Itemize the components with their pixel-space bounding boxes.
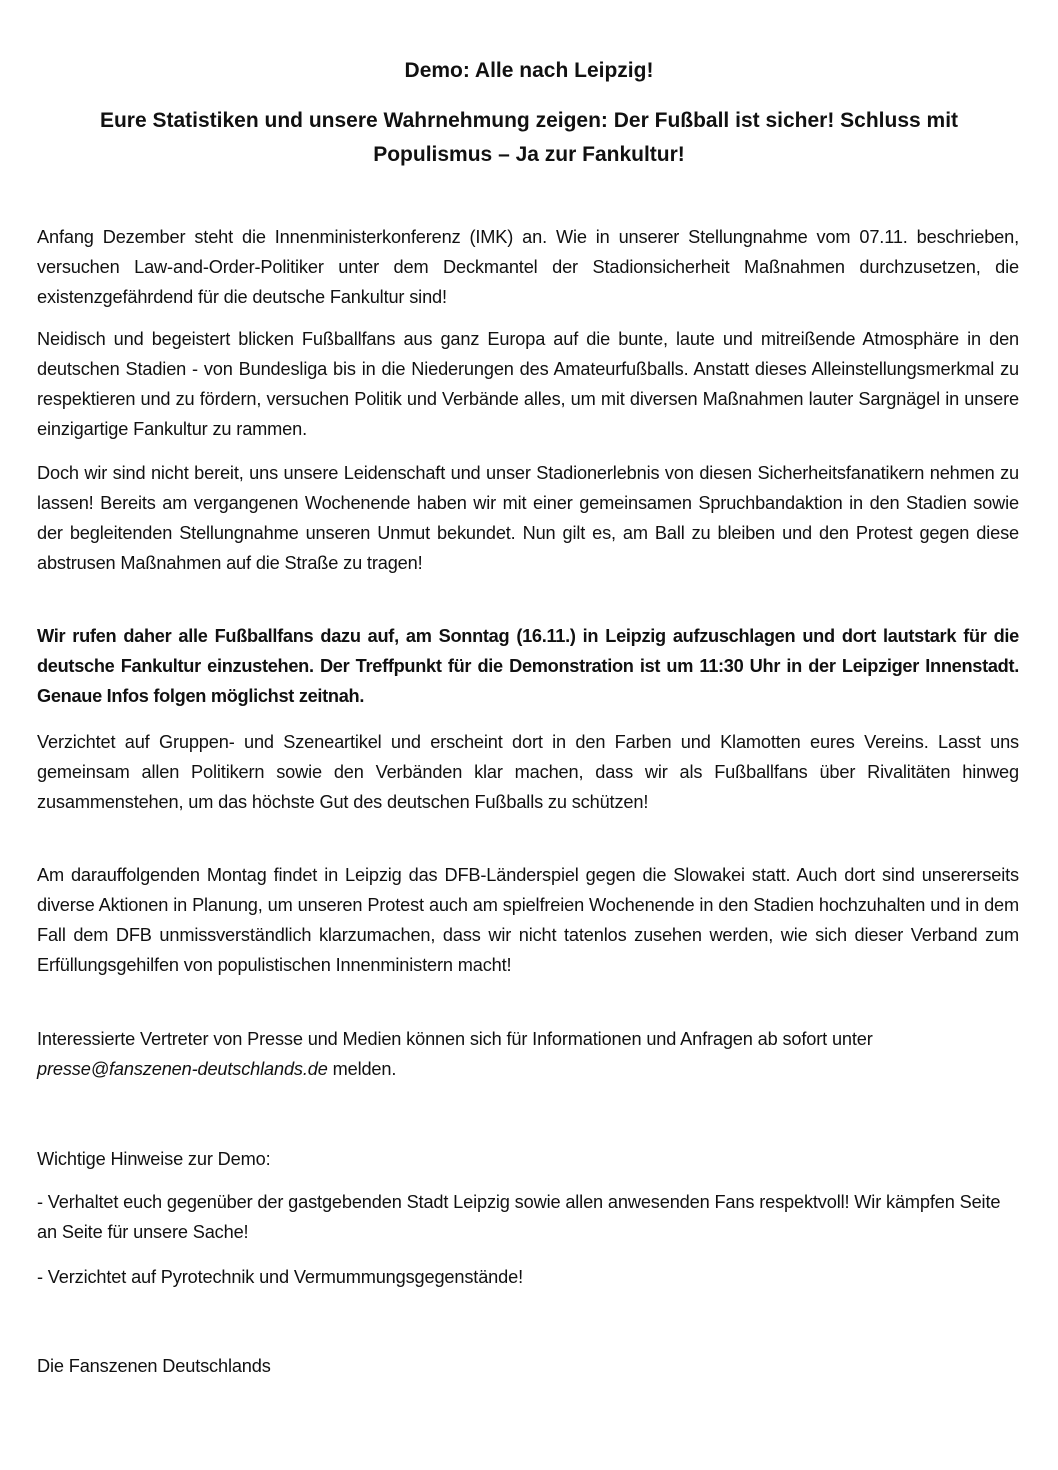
paragraph-protest: Doch wir sind nicht bereit, uns unsere Leidenschaft und unser Stadionerlebnis von diesen Sicherheitsfanatikern nehmen zu lassen! Bereits am vergangenen Wochenende haben wir mit einer gemeinsamen Spruchbandaktion in den Stadien sowie der begleitenden Stellungnahme unseren Unmut bekundet. Nun gilt es, am Ball zu bleiben und den Protest gegen diese abstrusen Maßnahmen auf die Straße zu tragen!	[37, 463, 1019, 573]
press-email-link[interactable]: presse@fanszenen-deutschlands.de	[37, 1059, 328, 1079]
paragraph-dfb-match: Am darauffolgenden Montag findet in Leipzig das DFB-Länderspiel gegen die Slowakei statt. Auch dort sind unsererseits diverse Aktionen in Planung, um unseren Protest auch am spielfreien Wochenende in den Stadien hochzuhalten und in dem Fall dem DFB unmissverständlich klarzumachen, dass wir nicht tatenlos zusehen werden, wie sich dieser Verband zum Erfüllungsgehilfen von populistischen Innenministern macht!	[37, 865, 1019, 975]
paragraph-atmosphere: Neidisch und begeistert blicken Fußballfans aus ganz Europa auf die bunte, laute und mitreißende Atmosphäre in den deutschen Stadien - von Bundesliga bis in die Niederungen des Amateurfußballs. Anstatt dieses Alleinstellungsmerkmal zu respektieren und zu fördern, versuchen Politik und Verbände alles, um mit diversen Maßnahmen lauter Sargnägel in unsere einzigartige Fankultur zu rammen.	[37, 329, 1019, 439]
paragraph-colors: Verzichtet auf Gruppen- und Szeneartikel und erscheint dort in den Farben und Klamotten eures Vereins. Lasst uns gemeinsam allen Politikern sowie den Verbänden klar machen, dass wir als Fußballfans über Rivalitäten hinweg zusammenstehen, um das höchste Gut des deutschen Fußballs zu schützen!	[37, 732, 1019, 812]
notes-heading: Wichtige Hinweise zur Demo:	[37, 1149, 271, 1169]
press-prefix: Interessierte Vertreter von Presse und Medien können sich für Informationen und Anfragen ab sofort unter	[37, 1029, 873, 1049]
document-subtitle: Eure Statistiken und unsere Wahrnehmung zeigen: Der Fußball ist sicher! Schluss mit Populismus – Ja zur Fankultur!	[99, 109, 959, 166]
document-title: Demo: Alle nach Leipzig!	[404, 59, 654, 82]
paragraph-call-to-action: Wir rufen daher alle Fußballfans dazu auf, am Sonntag (16.11.) in Leipzig aufzuschlagen und dort lautstark für die deutsche Fankultur einzustehen. Der Treffpunkt für die Demonstration ist um 11:30 Uhr in der Leipziger Innenstadt. Genaue Infos folgen möglichst zeitnah.	[37, 626, 1019, 706]
press-suffix: melden.	[327, 1059, 397, 1079]
paragraph-press-contact	[37, 1024, 1019, 1084]
paragraph-imk: Anfang Dezember steht die Innenministerkonferenz (IMK) an. Wie in unserer Stellungnahme vom 07.11. beschrieben, versuchen Law-and-Order-Politiker unter dem Deckmantel der Stadionsicherheit Maßnahmen durchzusetzen, die existenzgefährdend für die deutsche Fankultur sind!	[37, 227, 1019, 307]
notes-item-respect: - Verhaltet euch gegenüber der gastgebenden Stadt Leipzig sowie allen anwesenden Fans respektvoll! Wir kämpfen Seite an Seite für unsere Sache!	[37, 1192, 1001, 1242]
signature: Die Fanszenen Deutschlands	[37, 1356, 271, 1376]
notes-item-pyro: - Verzichtet auf Pyrotechnik und Vermummungsgegenstände!	[37, 1267, 523, 1287]
